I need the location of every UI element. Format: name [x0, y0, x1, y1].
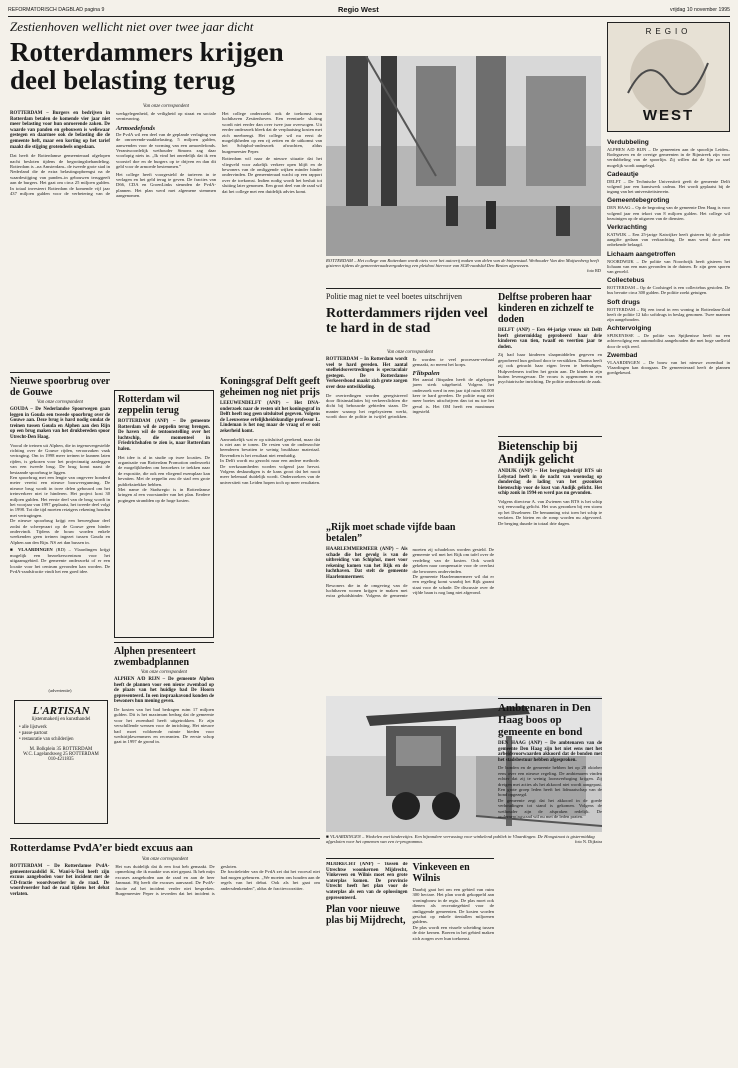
regio-item-title: Gemeentebegroting — [607, 197, 670, 205]
regio-item-title: Soft drugs — [607, 298, 640, 306]
paper-name: REFORMATORISCH DAGBLAD pagina 9 — [8, 7, 105, 13]
ad-bullet: • passe-partout — [19, 731, 48, 736]
schade-article: „Rijk moet schade vijfde baan betalen” HAARLEMMERMEER (ANP) – Als schade die het gevolg is van de uitbreiding van Schiphol, moet voor rekening komen van het Rijk en de luchthaven. Dat stelt de gemeente Haarlemmermeer. Bewoners die in de omgeving van de luchthaven wonen krijgen te maken met extra geluidshinder. Volgens de gemeente moeten zij schadeloos worden gesteld. De gemeente wil met het Rijk om tafel over de verdeling van de kosten. Ook wordt gekeken naar compensatie voor de overlast die bewoners ondervinden. De gemeente Haarlemmermeer wil dat er een regeling komt waarbij het Rijk garant staat voor de schade. De discussie over de vijfde baan is nog lang niet afgerond. — [326, 522, 494, 599]
street-photo-caption: ROTTERDAM – Het college van Rotterdam wordt niets voor het autovrij maken van delen van de binnenstad. Wethouder Van den Muijsenberg heeft gisteren tijdens de gemeenteraadsvergadering een pleidooi hiervoor van SGR-raadslid Den Besten afgewezen. foto RD — [326, 258, 601, 274]
regio-item-text: ROTTERDAM – Op de Coolsingel is een collectebus gestolen. De bus bevatte circa 300 gulden. De politie zoekt getuigen. — [607, 285, 730, 296]
regio-west-logo: REGIO WEST — [607, 22, 730, 132]
rule — [498, 698, 602, 699]
section-title: Regio West — [338, 5, 379, 14]
regio-item-title: Verkrachting — [607, 224, 647, 232]
regio-item-title: Collectebus — [607, 277, 645, 285]
delftse-article: Delftse proberen haar kinderen en zichzelf te doden DELFT (ANP) – Een 44-jarige vrouw uit Delft heeft gistermiddag geprobeerd haar drie kinderen van tien, twaalf en veertien jaar te doden. Zij had haar kinderen slaapmiddelen gegeven en geprobeerd hun gedood door te verstikken. Daarna heeft zij ook getracht haar eigen leven te beëindigen. Hulpverleners troffen het gezin aan. De kinderen zijn buiten levensgevaar. De vrouw is opgenomen in een psychiatrische inrichting. De politie onderzoekt de zaak. — [498, 292, 602, 385]
rule — [10, 372, 110, 373]
street-photo — [326, 56, 601, 256]
boetes-headline: Rotterdammers rijden veel te hard in de stad — [326, 306, 488, 336]
regio-item-title: Zwembad — [607, 351, 638, 359]
crane-photo-caption: ■ VLAARDINGEN – Winkelen met kinderzitjes. Een bijzondere verrassing voor winkelend publiek in Vlaardingen. De Hoogstraat is gistermiddag afgesloten voor het opnemen van een tv-programma. foto N. Dijkstra — [326, 834, 602, 845]
boetes-article: Van onze correspondent ROTTERDAM – In Rotterdam wordt veel te hard gereden. Het aantal snelheidsovertredingen is spectaculair gestegen. De Rotterdamse Verkeersbond maakt zich grote zorgen over deze ontwikkeling. De overtredingen worden geregistreerd door flitsinstallaties bij verkeerslichten die dicht bij bebouwde gebieden staan. De manier waarop het regelsysteem werkt, wordt door de politie in twijfel getrokken. Er worden te veel processen-verbaal gemaakt, zo meent het korps. Flitspalen Het aantal flitspalen heeft de afgelopen jaren sterk uitgebreid. Volgens het onderzoek werd in een jaar tijd ruim 60.000 keer te hard gereden. De politie mag niet meer boetes uitschrijven dan tot nu toe het geval is. Het OM heeft een maximum ingesteld. — [326, 350, 494, 420]
regio-item-text: ALPHEN A/D RIJN – De gemeenten aan de spoorlijn Leiden–Bodegraven en de overige gemeenten in de Rijnstreek zijn voor verdubbeling van de spoorlijn. Zij willen dat de lijn zo snel mogelijk wordt aangelegd. — [607, 147, 730, 168]
regio-item-text: ROTTERDAM – Bij een inval in een woning in Rotterdam-Zuid heeft de politie 12 kilo softdrugs in beslag genomen. Twee mannen zijn aangehouden. — [607, 306, 730, 323]
vinkeveen-article: MIJDRECHT (ANP) – Tussen de Utrechtse woonkernen Mijdrecht, Vinkeveen en Wilnis moet een grote waterplas komen. De provincie Utrecht heeft het plan voor de waterplas als een van de oplossingen gepresenteerd. Plan voor nieuwe plas bij Mijdrecht, Vinkeveen en Wilnis Daarbij gaat het om een gebied van ruim 300 hectare. Het plan wordt gekoppeld aan woningbouw in de regio. De plas moet ook dienen als recreatiegebied voor de omliggende gemeenten. De kosten worden geschat op enkele tientallen miljoenen guldens. De plas wordt een visuele scheiding tussen de drie kernen. Boeren in het gebied maken zich zorgen over hun toekomst. — [326, 862, 494, 941]
regio-item-title: Cadeautje — [607, 170, 639, 178]
rule — [498, 436, 602, 437]
main-kicker: Zestienhoven wellicht niet over twee jaar dicht — [10, 19, 254, 34]
gouwe-article: Nieuwe spoorbrug over de Gouwe Van onze correspondent GOUDA – De Nederlandse Spoorwegen gaan leggen in Gouda een tweede spoorbrug over de Gouwe aan. Deze brug is hard nodig omdat de treinen tussen Gouda en Alphen aan den Rijn op een brug maken van het drukbereden spoor Utrecht-Den Haag. Vooral de treinen uit Alphen, die in tegenovergestelde richting over de Gouwe rijden, veroorzaken vaak vertraging. Om in 1998 meer treinen te kunnen laten rijden, is gekozen voor het projectmatig aanleggen van een tweede brug. De brug komt naast de bestaande spoorbrug te liggen. Een spoorbrug met een lengte van ongeveer honderd meter vereist een nieuwe bouwvergunning. De nieuwe brug wordt in twee delen gebouwd om het treinverkeer niet te hinderen. Het project kost 30 miljoen gulden. Het eerste deel van de brug wordt in het voorjaar van 1997 geplaatst, het tweede deel volgt in 1998. Tot die tijd moeten reizigers rekening houden met vertragingen. De nieuwe spoorbrug krijgt een beweegbaar deel zodat de scheepvaart op de Gouwe geen hinder ondervindt. Tijdens de bouw worden enkele weekenden geen treinen ingezet tussen Gouda en Alphen aan den Rijn. NS zet dan bussen in. ■ VLAARDINGEN (RD) – Vlaardingen krijgt mogelijk een bezoekerscentrum voor het uitgaansgebied. De gemeente onderzoekt of er een locatie voor het centrum gevonden kan worden. De PvdA-raadsfractie vindt het een goed idee. — [10, 376, 110, 574]
rule — [10, 838, 320, 839]
date: vrijdag 10 november 1995 — [670, 7, 730, 13]
regio-item-text: NOORDWIJK – De politie van Noordwijk heeft gisteren het lichaam van een man gevonden in de duinen. Er zijn geen sporen van geweld. — [607, 258, 730, 275]
regio-item-text: VLAARDINGEN – De bouw van het nieuwe zwembad in Vlaardingen kan doorgaan. De gemeenteraad heeft de plannen goedgekeurd. — [607, 359, 730, 376]
regio-item-title: Verdubbeling — [607, 139, 649, 146]
ambtenaren-article: Ambtenaren in Den Haag boos op gemeente en bond DEN HAAG (ANP) – De ambtenaren van de gemeente Den Haag zijn het niet eens met het arbeidsvoorwaarden akkoord dat de bonden met het stadsbestuur hebben afgesproken. De bonden en de gemeente hebben het op 20 oktober eens over een nieuwe regeling. De ambtenaren vinden echter dat zij te weinig loonsverhoging krijgen. Zij dreigen met acties als het akkoord niet wordt aangepast. Een grote groep leden heeft het lidmaatschap van de bond opgezegd. De gemeente zegt dat het akkoord in de goede verhoudingen tot stand is gekomen. Volgens de wethouder zijn de afspraken redelijk. De ondernemingsraad wil nu met de leden praten. — [498, 702, 602, 820]
bietenschip-article: Bietenschip bij Andijk gelicht ANDIJK (ANP) – Het bergingsbedrijf BTS uit Lelystad heeft in de nacht van woensdag op donderdag de lading van het gezonken bietenschip voor de kust van Andijk gelicht. Het schip zonk in 1994 en werd pas nu gevonden. Volgens directeur A. van Zwienen van BTS is het schip vrij eenvoudig gelicht. Het was gezonken bij een storm op het IJsselmeer. De bemanning wist toen het schip te verlaten. De bieten en de romp worden nu afgevoerd. De berging duurde in totaal drie dagen. — [498, 440, 602, 526]
zwembad-article: Alphen presenteert zwembadplannen Van onze correspondent ALPHEN A/D RIJN – De gemeente Alphen heeft de plannen voor een nieuw zwembad op de plaats van het huidige bad De Hoorn gepresenteerd. In een inspraakavond konden de bewoners hun mening geven. De kosten van het bad bedragen ruim 17 miljoen gulden. Dit is het maximum bedrag dat de gemeente voor het zwembad heeft uitgetrokken. Er zijn verschillende wensen voor de inrichting. Het nieuwe bad moet voldoende ruimte bieden voor wedstrijdzwemmers en recreanten. De eerste schop gaat in 1997 de grond in. — [114, 646, 214, 745]
zeppelin-article: Rotterdam wil zeppelin terug ROTTERDAM (ANP) – De gemeente Rotterdam wil de zeppelin terug brengen. De haven wil de tentoonstelling over het luchtschip, die momenteel in Friedrichshafen te zien is, naar Rotterdam halen. Het idee is al in studie op twee locaties. De organisatie van Rotterdam Promotion onderzoekt de mogelijkheden om bezoekers te trekken naar de expositie, die ook een vliegend exemplaar kan bevatten. Met de zeppelin zou de stad een grote publiekstrekker hebben. Met name de Stadsregio is in Rotterdamse kringen al een voorstander van het plan. Eerdere pogingen strandden op de hoge kosten. — [114, 390, 214, 638]
artisan-ad: L'ARTISAN lijstenmakerij en kunsthandel • alle lijstwerk • passe-partout • restauratie van schilderijen M. Bolkplein 35 ROTTERDAM W.C. Lagelandsweg 25 ROTTERDAM 010-4211835 — [14, 700, 108, 824]
advert-label: (advertentie) — [48, 688, 72, 693]
main-headline: Rotterdammers krijgen deel belasting terug — [10, 38, 284, 95]
rule — [326, 858, 494, 859]
rule — [114, 642, 214, 643]
regio-item-text: KATWIJK – Een 25-jarige Katwijker heeft gisteren bij de politie aangifte gedaan van verkrachting. De man werd door een onbekende belaagd. — [607, 232, 730, 248]
boetes-kicker: Politie mag niet te veel boetes uitschrijven — [326, 292, 462, 301]
regio-item-title: Lichaam aangetroffen — [607, 250, 676, 258]
regio-briefs — [607, 136, 730, 1056]
regio-item-title: Achtervolging — [607, 325, 652, 333]
regio-item-text: DEN HAAG – Op de begroting van de gemeente Den Haag is voor volgend jaar een tekort van 8 miljoen gulden. Het college wil bezuinigen op de uitgaven van de diensten. — [607, 205, 730, 221]
ad-bullet: • restauratie van schilderijen — [19, 737, 74, 742]
header-rule — [8, 16, 730, 17]
rule — [326, 288, 601, 289]
regio-item-text: DELFT – De Technische Universiteit geeft de gemeente Delft volgend jaar een kunstwerk cadeau. Het wordt geplaatst bij de ingang van het universiteitsterrein. — [607, 178, 730, 195]
main-story: Van onze correspondent ROTTERDAM – Burgers en bedrijven in Rotterdam betalen de komende vier jaar niet meer belasting voor hun onroerende zaken. De waarde van panden en gebouwen is weliswaar gestegen en daarmee ook de belasting die de gemeente heft, maar een korting op het tarief maakt die stijging grotendeels ongedaan. Dat heeft de Rotterdamse gemeenteraad afgelopen nacht besloten tijdens de begrotingsbehandeling. Rotterdam is –na Amsterdam– de tweede grote stad in Nederland die de extra belastingopbrengst na de waardestijging van panden–in gebouwen teruggeeft aan de burgers. Het gaat om circa 25 miljoen gulden. In totaal investeert Rotterdam de komende vijf jaar 437 miljoen gulden voor de verbetering van de werkgelegenheid, de veiligheid op straat en sociale vernieuwing. Armoedefonds De PvdA wil een deel van de geplande verlaging van de onroerende-zaakbelasting, 5 miljoen gulden, aanwenden voor de vorming van een armoedefonds. Verantwoordelijk wethouder Simons zag daar voorlopig niets in. „Ik vind het onredelijk dat ik een voorstel doe en de burgers op te drijven en dan dit geld voor de armoede bestemmen.” Het college heeft voorgesteld de tarieven in te verlagen en het geld terug te geven. De fracties van D66, CDA en GroenLinks steunden de PvdA-plannen. Het plan werd met algemene stemmen aangenomen. Het college onderzoekt ook de toekomst van luchthaven Zestienhoven. Een eventuele sluiting wordt niet eerder dan over twee jaar overwogen. Uit eerder onderzoek bleek dat de verplaatsing kosten met zich meebrengt. Het college wil nu eerst de mogelijkheden op een rij zetten en de uitkomst van het Schiphol-onderzoek afwachten, aldus burgemeester Peper. Rotterdam wil naar de nieuwe situatie dat het vliegveld voor zakelijk verkeer open blijft en de bewoners van de omliggende wijken minder hinder ondervinden. De gemeenteraad wacht op een rapport over de toekomst. Indien nodig wordt het besluit tot sluiting later genomen. Een groot deel van de raad wil dat het college met een duidelijk advies komt. — [10, 104, 322, 199]
pvda-article: Rotterdamse PvdA’er biedt excuus aan Van onze correspondent ROTTERDAM – De Rotterdamse PvdA-gemeenteraadslid K. Wani-k-Tsoi heeft zijn excuus aangeboden voor het incident met de CD-fractie woordvoerder in de raad. De woordvoerder had de raad tijdens het debat verlaten. Het was duidelijk dat ik een fout heb gemaakt. De opmerking die ik maakte was niet gepast. Ik heb mijn excuses aangeboden aan de raad en aan de heer Janmaat. Hij heeft die excuses aanvaard. De PvdA-fractie zal het incident verder niet bespreken. Burgemeester Peper is tevreden dat het incident is gesloten. De fractieleider van de PvdA zei dat het voorval niet had mogen gebeuren. „We moeten ons houden aan de regels van het debat. Ook als het gaat om andersdenkenden”, aldus de fractievoorzitter. — [10, 842, 320, 897]
koningsgraf-article: Koningsgraf Delft geeft geheimen nog niet prijs LEEUWENDELFT (ANP) – Het DNA-onderzoek naar de resten uit het koningsgraf in Delft heeft nog geen uitsluitsel gegeven. Volgens de Leeuwense erfelijkheidskundige professor L. Lindeman is het nog maar de vraag of er ooit zekerheid komt. Aanvankelijk wat er op uitsluitsel gerekend, maar dat is niet aan te tonen. De resten van de onderzochte beenderen bevatten te weinig bruikbaar materiaal. Bovendien is het resultaat niet eenduidig. In Delft wordt nu gezocht naar een andere methode. De werkzaamheden worden volgend jaar hervat. Volgens deskundigen is de kans groot dat het nooit meer helemaal duidelijk wordt. Onderzoekers van de universiteit van Leiden hopen toch op meer resultaten. — [220, 376, 320, 485]
ad-bullet: • alle lijstwerk — [19, 725, 47, 730]
regio-item-text: SPIJKENISSE – De politie van Spijkenisse heeft na een achtervolging een automobilist aangehouden die met hoge snelheid door de wijk reed. — [607, 333, 730, 349]
